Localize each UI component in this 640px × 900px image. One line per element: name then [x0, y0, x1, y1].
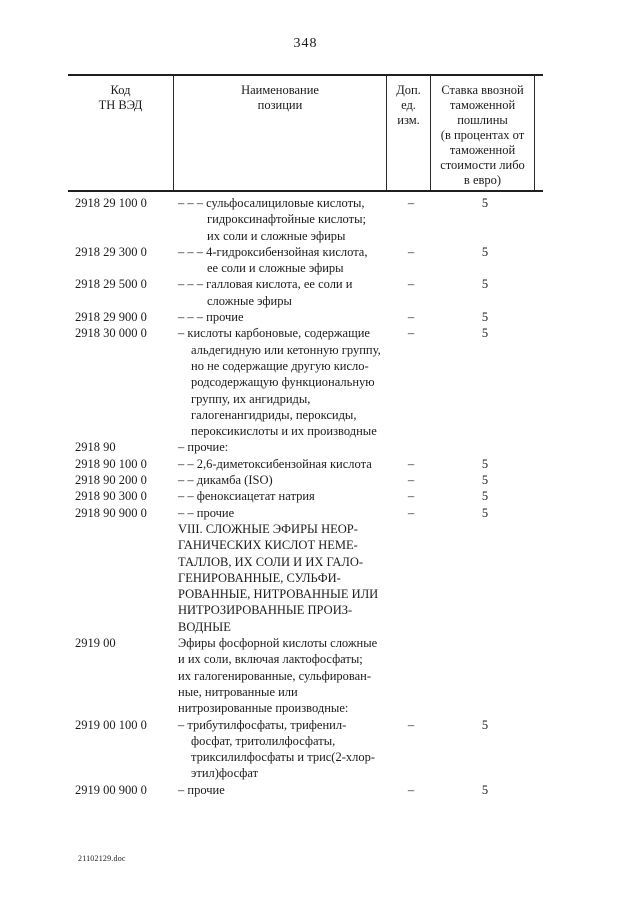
header-cell-unit: [387, 76, 431, 190]
header-line: (в процентах от: [440, 128, 525, 142]
name-line: – – – 4-гидроксибензойная кислота,: [178, 244, 368, 259]
unit-cell: –: [407, 473, 415, 488]
name-line: родсодержащую функциональную: [191, 375, 375, 390]
name-line: ГЕНИРОВАННЫЕ, СУЛЬФИ-: [178, 570, 341, 585]
header-cell-code: [68, 76, 174, 190]
header-line: позиции: [257, 98, 303, 112]
name-line: VIII. СЛОЖНЫЕ ЭФИРЫ НЕОР-: [178, 521, 358, 536]
name-cell: [175, 505, 389, 521]
name-line: Эфиры фосфорной кислоты сложные: [178, 636, 378, 651]
code-cell: 2919 00: [75, 636, 116, 651]
rate-cell: 5: [481, 489, 489, 504]
header-cell-rate: [431, 76, 535, 190]
name-line: нитрозированные производные:: [178, 701, 349, 716]
name-line: ВОДНЫЕ: [178, 619, 231, 634]
name-cell: [175, 439, 389, 455]
name-line: ные, нитрованные или: [178, 684, 298, 699]
code-cell: 2918 29 300 0: [75, 244, 147, 259]
header-line: изм.: [397, 113, 420, 127]
code-cell: 2919 00 900 0: [75, 782, 147, 797]
name-line: и их соли, включая лактофосфаты;: [178, 652, 363, 667]
table-header-row: [68, 74, 543, 192]
name-line: ТАЛЛОВ, ИХ СОЛИ И ИХ ГАЛО-: [178, 554, 364, 569]
code-cell: 2919 00 100 0: [75, 717, 147, 732]
table-row: [68, 635, 543, 716]
rate-cell: 5: [481, 277, 489, 292]
name-cell: [175, 195, 389, 244]
header-line: пошлины: [457, 113, 508, 127]
unit-cell: –: [407, 244, 415, 259]
unit-cell: –: [407, 277, 415, 292]
header-line: таможенной: [449, 143, 516, 157]
name-line: альдегидную или кетонную группу,: [191, 342, 381, 357]
name-cell: [175, 782, 389, 798]
rate-cell: 5: [481, 505, 489, 520]
header-line: Ставка ввозной: [441, 83, 524, 97]
header-line: Доп.: [396, 83, 421, 97]
rate-cell: 5: [481, 473, 489, 488]
table-row: [68, 488, 543, 504]
name-line: – прочие: [178, 782, 225, 797]
rate-cell: 5: [481, 196, 489, 210]
name-line: их галогенированные, сульфирован-: [178, 668, 372, 683]
name-line: НИТРОЗИРОВАННЫЕ ПРОИЗ-: [178, 603, 353, 618]
header-cell-name: [174, 76, 387, 190]
table-row: [68, 244, 543, 277]
name-line: – – – галловая кислота, ее соли и: [178, 277, 353, 292]
code-cell: 2918 90 100 0: [75, 456, 147, 471]
unit-cell: –: [407, 196, 415, 210]
unit-cell: –: [407, 310, 415, 325]
table-row: [68, 505, 543, 521]
name-line: пероксикислоты и их производные: [191, 424, 377, 439]
header-line: ТН ВЭД: [98, 98, 143, 112]
tariff-table: [68, 74, 543, 798]
document-filename: 21102129.doc: [78, 854, 126, 863]
name-line: ее соли и сложные эфиры: [207, 261, 344, 276]
header-line: стоимости либо: [440, 158, 525, 172]
name-cell: [175, 521, 389, 635]
table-body: [68, 192, 543, 798]
table-row: [68, 456, 543, 472]
name-line: гидроксинафтойные кислоты;: [207, 212, 366, 227]
table-row: [68, 195, 543, 244]
name-line: галогенангидриды, пероксиды,: [191, 407, 357, 422]
name-line: – – – сульфосалициловые кислоты,: [178, 196, 365, 210]
code-cell: 2918 29 500 0: [75, 277, 147, 292]
name-line: РОВАННЫЕ, НИТРОВАННЫЕ ИЛИ: [178, 587, 379, 602]
name-line: группу, их ангидриды,: [191, 391, 311, 406]
code-cell: 2918 29 100 0: [75, 196, 147, 210]
header-line: Код: [110, 83, 131, 97]
name-cell: [175, 276, 389, 309]
code-cell: 2918 90 200 0: [75, 473, 147, 488]
name-line: ГАНИЧЕСКИХ КИСЛОТ НЕМЕ-: [178, 538, 358, 553]
name-line: – прочие:: [178, 440, 229, 455]
rate-cell: 5: [481, 244, 489, 259]
name-line: – – феноксиацетат натрия: [178, 489, 315, 504]
code-cell: 2918 90: [75, 440, 116, 455]
unit-cell: –: [407, 489, 415, 504]
rate-cell: 5: [481, 782, 489, 797]
name-line: – трибутилфосфаты, трифенил-: [178, 717, 347, 732]
header-line: ед.: [401, 98, 416, 112]
name-cell: [175, 325, 389, 439]
section-heading-row: [68, 521, 543, 635]
code-cell: 2918 29 900 0: [75, 310, 147, 325]
name-line: но не содержащие другую кисло-: [191, 358, 369, 373]
table-row: [68, 309, 543, 325]
name-line: – – 2,6-диметоксибензойная кислота: [178, 456, 372, 471]
code-cell: 2918 90 900 0: [75, 505, 147, 520]
page-number: 348: [293, 36, 318, 51]
name-cell: [175, 472, 389, 488]
table-row: [68, 439, 543, 455]
rate-cell: 5: [481, 326, 489, 341]
code-cell: 2918 90 300 0: [75, 489, 147, 504]
code-cell: 2918 30 000 0: [75, 326, 147, 341]
name-line: фосфат, тритолилфосфаты,: [191, 733, 336, 748]
header-line: Наименование: [241, 83, 319, 97]
rate-cell: 5: [481, 717, 489, 732]
unit-cell: –: [407, 456, 415, 471]
name-line: – – – прочие: [178, 310, 244, 325]
name-cell: [175, 635, 389, 716]
name-cell: [175, 717, 389, 782]
rate-cell: 5: [481, 310, 489, 325]
unit-cell: –: [407, 717, 415, 732]
rate-cell: 5: [481, 456, 489, 471]
unit-cell: –: [407, 782, 415, 797]
unit-cell: –: [407, 326, 415, 341]
name-line: – кислоты карбоновые, содержащие: [178, 326, 370, 341]
table-row: [68, 472, 543, 488]
name-line: триксилилфосфаты и трис(2-хлор-: [191, 750, 376, 765]
header-line: в евро): [463, 173, 502, 187]
unit-cell: –: [407, 505, 415, 520]
name-cell: [175, 309, 389, 325]
name-line: этил)фосфат: [191, 766, 259, 781]
table-row: [68, 325, 543, 439]
name-line: их соли и сложные эфиры: [207, 228, 346, 243]
table-row: [68, 782, 543, 798]
name-cell: [175, 244, 389, 277]
table-row: [68, 276, 543, 309]
name-cell: [175, 488, 389, 504]
name-cell: [175, 456, 389, 472]
name-line: – – прочие: [178, 505, 235, 520]
name-line: сложные эфиры: [207, 293, 292, 308]
name-line: – – дикамба (ISO): [178, 473, 273, 488]
table-row: [68, 717, 543, 782]
header-line: таможенной: [449, 98, 516, 112]
